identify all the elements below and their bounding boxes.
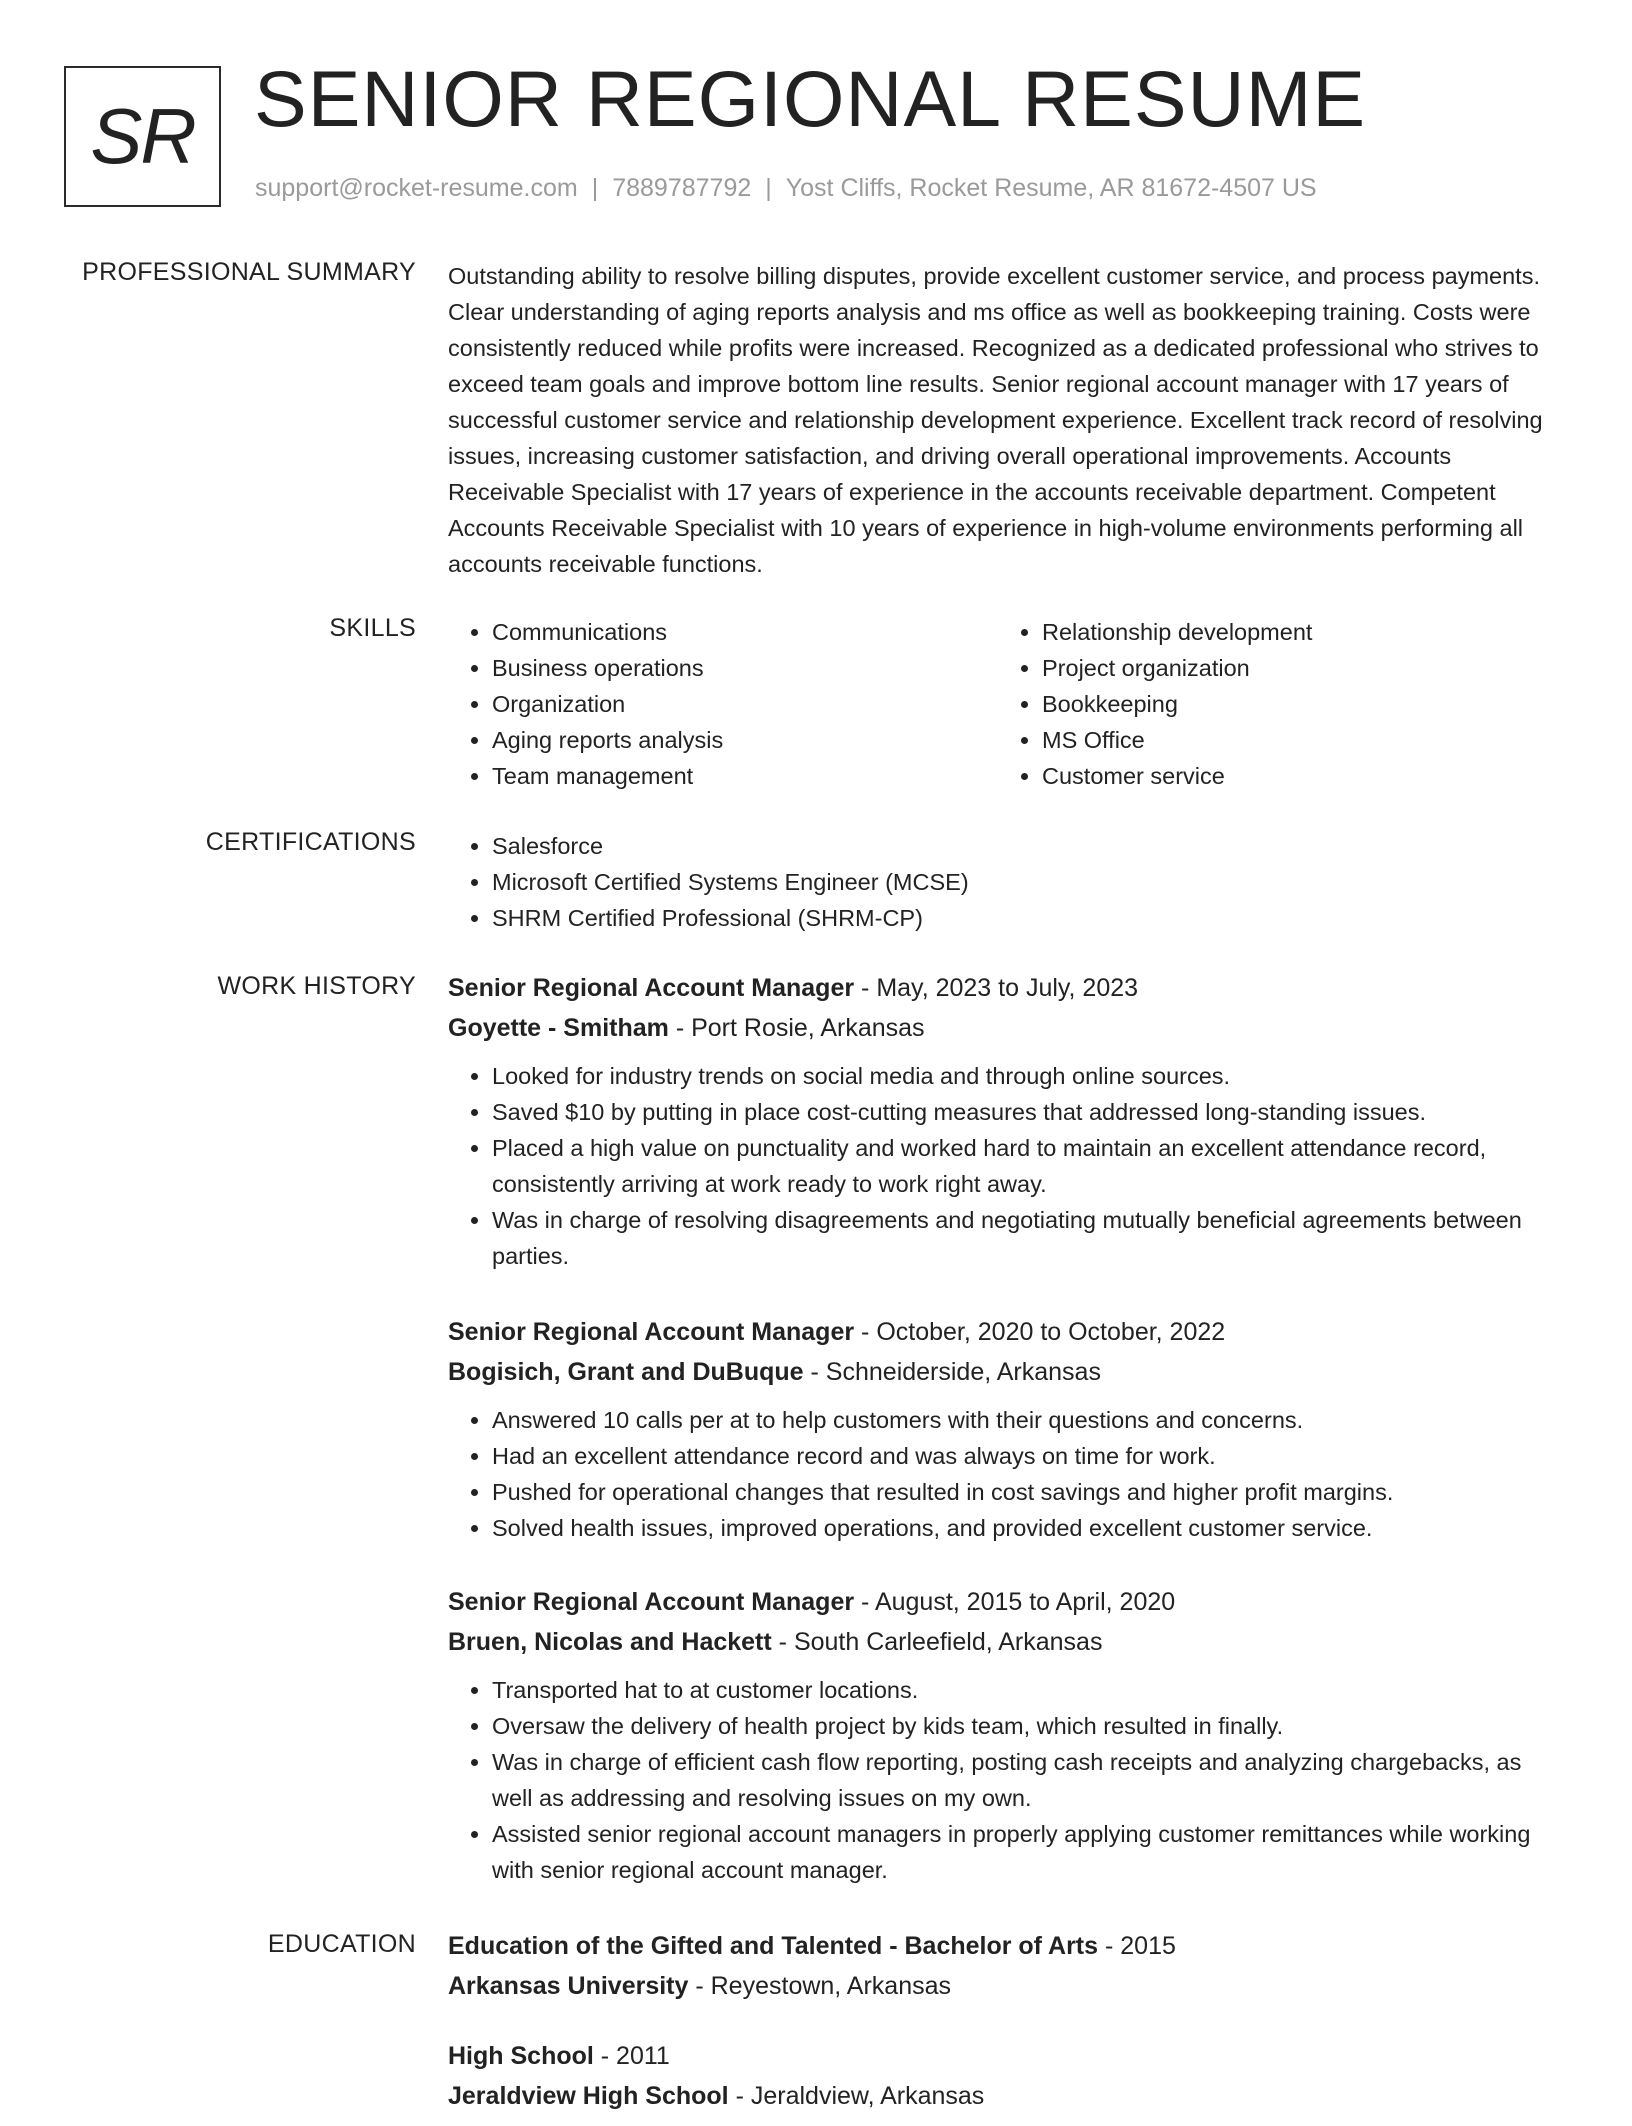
education-location: - Reyestown, Arkansas bbox=[695, 1972, 952, 2000]
education-year: - 2011 bbox=[600, 2042, 670, 2070]
skill-item: • Communications bbox=[492, 614, 998, 650]
job-title-line bbox=[448, 968, 1560, 1008]
job-bullet: • Assisted senior regional account managers in properly applying customer remittances while working with senior regional account manager. bbox=[492, 1816, 1560, 1888]
job-dates: - October, 2020 to October, 2022 bbox=[861, 1318, 1226, 1346]
skill-item: • Project organization bbox=[1042, 650, 1548, 686]
skill-item: • Business operations bbox=[492, 650, 998, 686]
job-bullet: • Pushed for operational changes that resulted in cost savings and higher profit margins. bbox=[492, 1474, 1560, 1510]
skill-item: • Relationship development bbox=[1042, 614, 1548, 650]
job-bullet: • Was in charge of efficient cash flow reporting, posting cash receipts and analyzing chargebacks, as well as addressing and resolving issues on my own. bbox=[492, 1744, 1560, 1816]
job-title-line bbox=[448, 1582, 1560, 1622]
job-dates: - August, 2015 to April, 2020 bbox=[861, 1588, 1176, 1616]
contact-separator: | bbox=[765, 174, 772, 202]
job-title-line bbox=[448, 1312, 1560, 1352]
job-location: - South Carleefield, Arkansas bbox=[778, 1628, 1103, 1656]
job-bullet: • Oversaw the delivery of health project by kids team, which resulted in finally. bbox=[492, 1708, 1560, 1744]
education-school-line bbox=[448, 2076, 1560, 2116]
certifications-list bbox=[448, 828, 1560, 936]
job-bullet: • Looked for industry trends on social media and through online sources. bbox=[492, 1058, 1560, 1094]
education-school-line bbox=[448, 1966, 1560, 2006]
skill-item: • Aging reports analysis bbox=[492, 722, 998, 758]
job-bullet: • Solved health issues, improved operations, and provided excellent customer service. bbox=[492, 1510, 1560, 1546]
job-entry bbox=[448, 1582, 1560, 1888]
certification-item: • SHRM Certified Professional (SHRM-CP) bbox=[492, 900, 1560, 936]
education-degree-line bbox=[448, 2036, 1560, 2076]
job-company-line bbox=[448, 1352, 1560, 1392]
contact-separator: | bbox=[591, 174, 599, 202]
skills-column-right bbox=[998, 614, 1548, 794]
job-bullet: • Transported hat to at customer locations. bbox=[492, 1672, 1560, 1708]
education-school: Arkansas University bbox=[448, 1972, 689, 2000]
monogram-badge: SR bbox=[64, 66, 221, 207]
education-degree-line bbox=[448, 1926, 1560, 1966]
education-entry bbox=[448, 1926, 1560, 2016]
education-degree: Education of the Gifted and Talented - Bachelor of Arts bbox=[448, 1932, 1099, 1960]
education-entry bbox=[448, 2036, 1560, 2126]
education-year: - 2015 bbox=[1105, 1932, 1176, 1960]
job-bullet: • Saved $10 by putting in place cost-cutting measures that addressed long-standing issues. bbox=[492, 1094, 1560, 1130]
contact-line bbox=[255, 174, 1317, 203]
job-company: Bogisich, Grant and DuBuque bbox=[448, 1358, 804, 1386]
job-role: Senior Regional Account Manager bbox=[448, 974, 855, 1002]
skills-column-left bbox=[448, 614, 998, 794]
certification-item: • Salesforce bbox=[492, 828, 1560, 864]
summary-heading: PROFESSIONAL SUMMARY bbox=[82, 258, 416, 286]
job-company: Bruen, Nicolas and Hackett bbox=[448, 1628, 772, 1656]
skill-item: • MS Office bbox=[1042, 722, 1548, 758]
job-role: Senior Regional Account Manager bbox=[448, 1588, 855, 1616]
job-company: Goyette - Smitham bbox=[448, 1014, 669, 1042]
contact-phone: 7889787792 bbox=[612, 174, 752, 202]
skills-list bbox=[448, 614, 1560, 794]
job-company-line bbox=[448, 1008, 1560, 1048]
education-school: Jeraldview High School bbox=[448, 2082, 729, 2110]
job-bullet: • Was in charge of resolving disagreements and negotiating mutually beneficial agreements between parties. bbox=[492, 1202, 1560, 1274]
summary-body bbox=[448, 258, 1560, 582]
job-role: Senior Regional Account Manager bbox=[448, 1318, 855, 1346]
certifications-heading: CERTIFICATIONS bbox=[205, 828, 416, 856]
skill-item: • Organization bbox=[492, 686, 998, 722]
education-location: - Jeraldview, Arkansas bbox=[735, 2082, 985, 2110]
contact-email: support@rocket-resume.com bbox=[255, 174, 578, 202]
job-bullet: • Had an excellent attendance record and was always on time for work. bbox=[492, 1438, 1560, 1474]
job-company-line bbox=[448, 1622, 1560, 1662]
job-entry bbox=[448, 1312, 1560, 1546]
job-location: - Port Rosie, Arkansas bbox=[675, 1014, 925, 1042]
skill-item: • Team management bbox=[492, 758, 998, 794]
job-entry bbox=[448, 968, 1560, 1274]
summary-text: Outstanding ability to resolve billing disputes, provide excellent customer service, and process payments. Clear understanding of aging reports analysis and ms office as well as bookkeeping training. Costs were consistently reduced while profits were increased. Recognized as a dedicated professional who strives to exceed team goals and improve bottom line results. Senior regional account manager with 17 years of successful customer service and relationship development experience. Excellent track record of resolving issues, increasing customer satisfaction, and driving overall operational improvements. Accounts Receivable Specialist with 17 years of experience in the accounts receivable department. Competent Accounts Receivable Specialist with 10 years of experience in high-volume environments performing all accounts receivable functions. bbox=[448, 263, 1543, 577]
education-degree: High School bbox=[448, 2042, 594, 2070]
job-location: - Schneiderside, Arkansas bbox=[810, 1358, 1101, 1386]
skill-item: • Bookkeeping bbox=[1042, 686, 1548, 722]
job-bullet: • Placed a high value on punctuality and worked hard to maintain an excellent attendance record, consistently arriving at work ready to work right away. bbox=[492, 1130, 1560, 1202]
education-heading: EDUCATION bbox=[267, 1930, 416, 1958]
skill-item: • Customer service bbox=[1042, 758, 1548, 794]
job-bullet: • Answered 10 calls per at to help customers with their questions and concerns. bbox=[492, 1402, 1560, 1438]
skills-heading: SKILLS bbox=[329, 614, 416, 642]
work-history-heading: WORK HISTORY bbox=[217, 972, 416, 1000]
contact-address: Yost Cliffs, Rocket Resume, AR 81672-4507 US bbox=[785, 174, 1317, 202]
resume-name: SENIOR REGIONAL RESUME bbox=[254, 54, 1367, 143]
job-dates: - May, 2023 to July, 2023 bbox=[861, 974, 1139, 1002]
certification-item: • Microsoft Certified Systems Engineer (MCSE) bbox=[492, 864, 1560, 900]
